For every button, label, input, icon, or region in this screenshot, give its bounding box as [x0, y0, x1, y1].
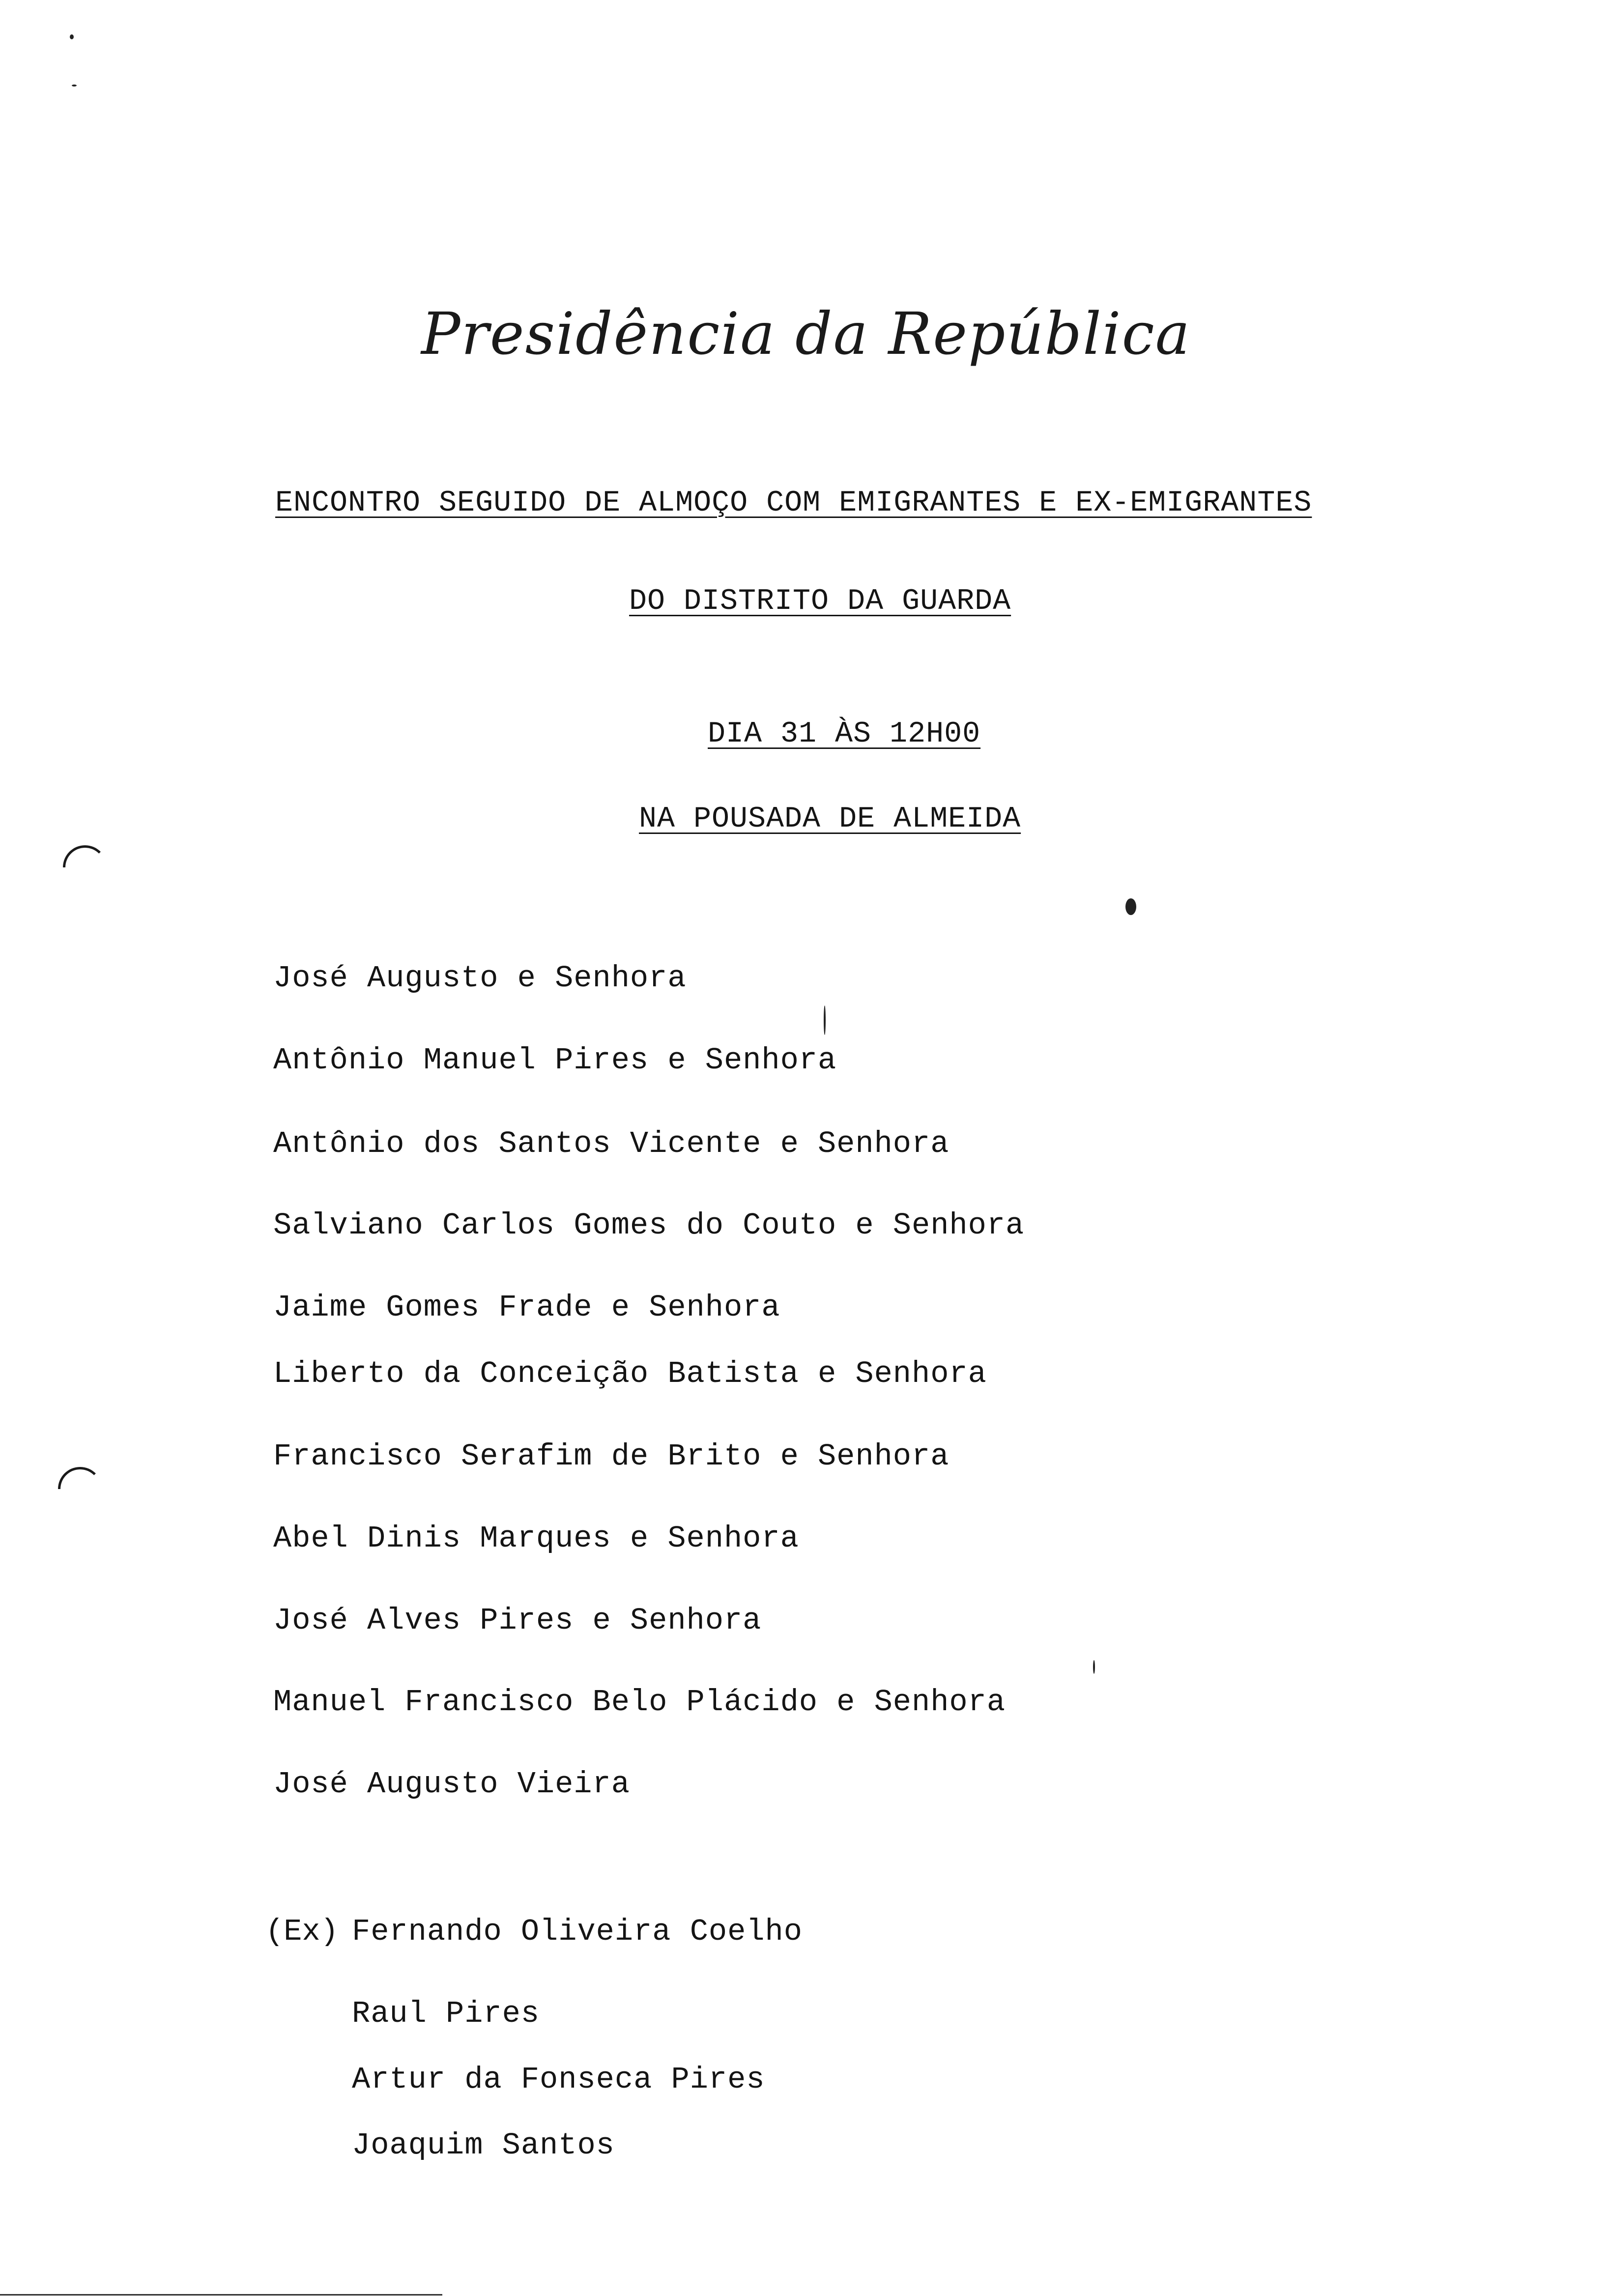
- guest-list-item: José Augusto e Senhora: [273, 961, 687, 996]
- ex-emigrant-list-item: Fernando Oliveira Coelho: [352, 1914, 803, 1949]
- ex-emigrant-list-item: Artur da Fonseca Pires: [352, 2062, 765, 2097]
- scan-speck: [72, 85, 77, 86]
- guest-list-item: Antônio Manuel Pires e Senhora: [273, 1043, 837, 1078]
- event-title-line-1: ENCONTRO SEGUIDO DE ALMOÇO COM EMIGRANTES E EX-EMIGRANTES: [275, 487, 1312, 520]
- page-edge-line: [0, 2294, 442, 2296]
- guest-list-item: Manuel Francisco Belo Plácido e Senhora: [273, 1685, 1006, 1720]
- ex-emigrants-label: (Ex): [265, 1914, 339, 1949]
- guest-list-item: Antônio dos Santos Vicente e Senhora: [273, 1126, 950, 1161]
- scan-speck: [1093, 1660, 1095, 1674]
- event-title-line-2: DO DISTRITO DA GUARDA: [629, 585, 1011, 618]
- letterhead-title: Presidência da República: [421, 300, 1191, 368]
- guest-list-item: Liberto da Conceição Batista e Senhora: [273, 1356, 987, 1391]
- guest-list-item: José Alves Pires e Senhora: [273, 1603, 762, 1638]
- guest-list-item: José Augusto Vieira: [273, 1767, 630, 1802]
- guest-list-item: Jaime Gomes Frade e Senhora: [273, 1290, 780, 1325]
- scan-speck: [1125, 898, 1136, 915]
- scan-speck: [70, 34, 74, 39]
- guest-list-item: Abel Dinis Marques e Senhora: [273, 1521, 799, 1556]
- ex-emigrant-list-item: Joaquim Santos: [352, 2128, 615, 2163]
- ex-emigrant-list-item: Raul Pires: [352, 1996, 540, 2031]
- guest-list-item: Francisco Serafim de Brito e Senhora: [273, 1439, 950, 1474]
- guest-list-item: Salviano Carlos Gomes do Couto e Senhora: [273, 1208, 1025, 1243]
- event-location: NA POUSADA DE ALMEIDA: [639, 803, 1021, 836]
- punch-hole-mark: [58, 1467, 102, 1489]
- punch-hole-mark: [63, 845, 107, 867]
- event-date-time: DIA 31 ÀS 12H00: [708, 718, 981, 751]
- scan-speck: [824, 1005, 826, 1035]
